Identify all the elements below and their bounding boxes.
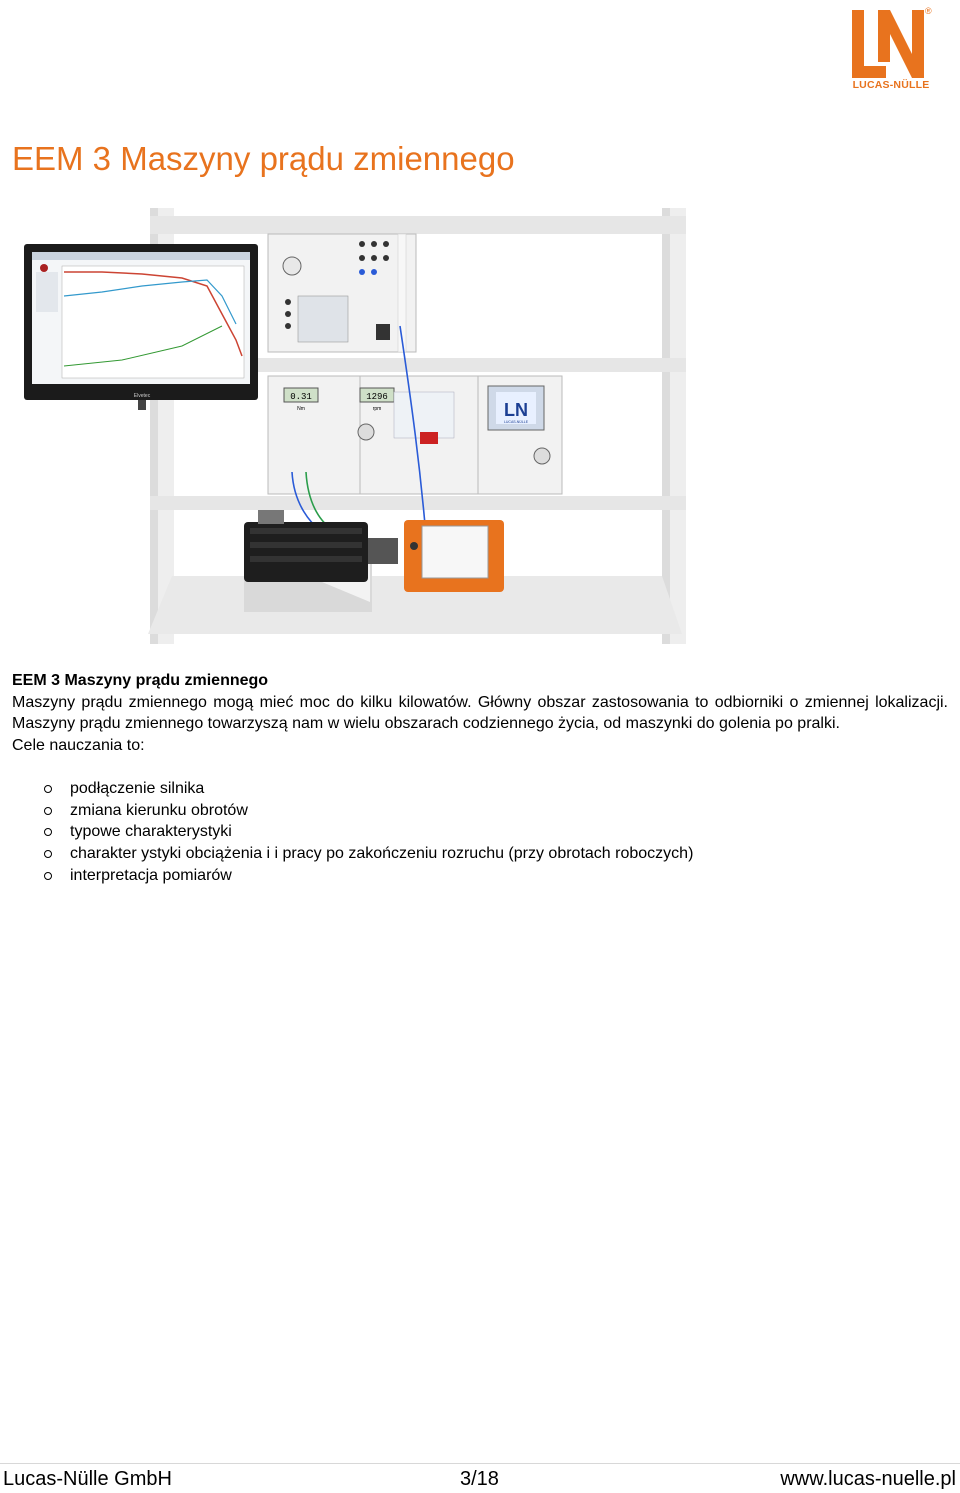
footer-website[interactable]: www.lucas-nuelle.pl bbox=[780, 1468, 956, 1490]
description-section bbox=[12, 670, 948, 886]
list-item: interpretacja pomiarów bbox=[12, 865, 948, 887]
learning-goals-list bbox=[12, 778, 948, 887]
monitor-brand: Elvetec bbox=[133, 393, 151, 399]
photo-unit-right: rpm bbox=[372, 406, 382, 412]
footer-page-number: 3/18 bbox=[460, 1468, 499, 1490]
list-item: typowe charakterystyki bbox=[12, 821, 948, 843]
photo-device-logo: LN bbox=[504, 400, 528, 420]
photo-unit-left: Nm bbox=[297, 406, 305, 412]
page-title: EEM 3 Maszyny prądu zmiennego bbox=[12, 140, 515, 177]
section-subtitle: EEM 3 Maszyny prądu zmiennego bbox=[12, 672, 269, 689]
registered-mark: ® bbox=[925, 6, 932, 16]
description-paragraph: Maszyny prądu zmiennego mogą mieć moc do kilku kilowatów. Główny obszar zastosowania to odbiorniki o zmiennej lokalizacji. Maszyny prądu zmiennego towarzyszą nam w wielu obszarach codziennego życia, od maszynki do golenia po pralki. bbox=[12, 693, 948, 733]
photo-display-right: 1296 bbox=[366, 392, 388, 402]
list-item: podłączenie silnika bbox=[12, 778, 948, 800]
list-item: zmiana kierunku obrotów bbox=[12, 800, 948, 822]
product-photo bbox=[22, 206, 692, 646]
footer-divider bbox=[0, 1463, 960, 1464]
photo-display-left: 0.31 bbox=[290, 392, 312, 402]
photo-device-caption: LUCAS-NÜLLE bbox=[503, 420, 529, 424]
footer-company: Lucas-Nülle GmbH bbox=[3, 1468, 172, 1490]
logo-caption: LUCAS-NÜLLE bbox=[852, 79, 930, 91]
learning-goals-label: Cele nauczania to: bbox=[12, 737, 145, 755]
list-item: charakter ystyki obciążenia i i pracy po zakończeniu rozruchu (przy obrotach roboczych) bbox=[12, 843, 948, 865]
